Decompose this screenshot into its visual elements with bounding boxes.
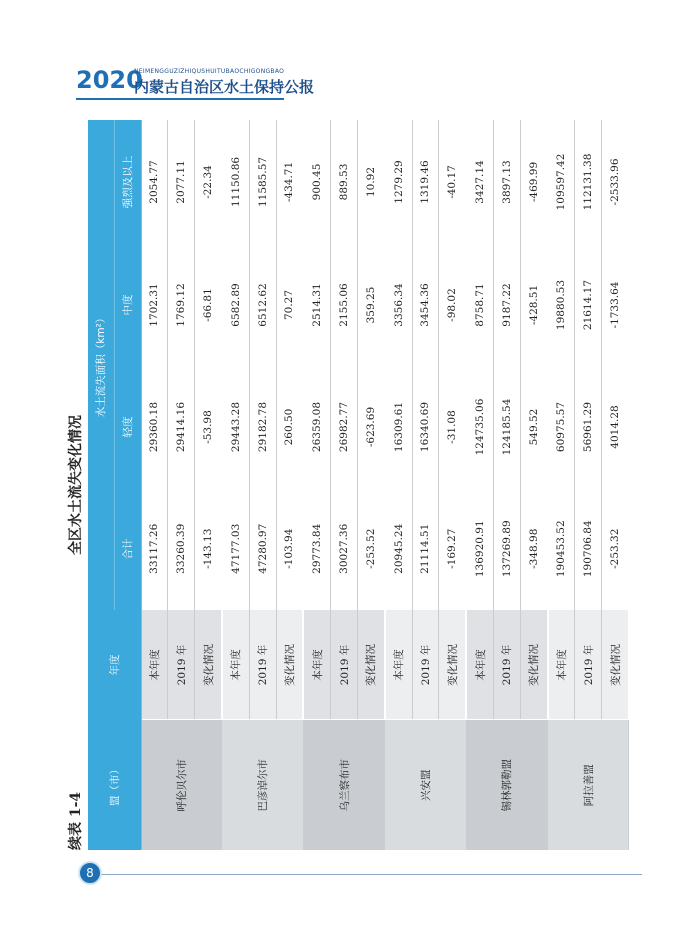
period-cell: 变化情况 [195,610,222,720]
severe-cell: -434.71 [276,120,303,244]
logo-underline [76,98,284,100]
mild-cell: 124735.06 [466,366,493,488]
region-name: 兴安盟 [385,720,466,850]
severe-cell: 10.92 [357,120,384,244]
mild-cell: 260.50 [276,366,303,488]
severe-cell: -469.99 [520,120,547,244]
period-cell: 变化情况 [357,610,384,720]
severe-cell: 1319.46 [412,120,439,244]
severe-cell: 2054.77 [141,120,168,244]
moderate-cell: 70.27 [276,244,303,366]
page-number: 8 [78,861,102,885]
header-row-1 [88,120,114,850]
table-row [548,120,575,850]
severe-cell: 900.45 [303,120,330,244]
mild-cell: 4014.28 [602,366,629,488]
total-cell: 47177.03 [222,488,249,610]
moderate-cell: 21614.17 [575,244,602,366]
table-row [222,120,249,850]
period-cell: 2019 年 [493,610,520,720]
period-cell: 本年度 [385,610,412,720]
mild-cell: -31.08 [439,366,466,488]
moderate-cell: -428.51 [520,244,547,366]
period-cell: 变化情况 [439,610,466,720]
mild-cell: 29414.16 [168,366,195,488]
severe-cell: 11585.57 [249,120,276,244]
moderate-cell: 2514.31 [303,244,330,366]
logo-title: 内蒙古自治区水土保持公报 [134,78,315,96]
table-title: 全区水土流失变化情况 [68,415,84,555]
period-cell: 本年度 [466,610,493,720]
total-cell: 190706.84 [575,488,602,610]
mild-cell: 29360.18 [141,366,168,488]
period-cell: 变化情况 [602,610,629,720]
moderate-cell: 9187.22 [493,244,520,366]
period-cell: 本年度 [303,610,330,720]
moderate-cell: 6582.89 [222,244,249,366]
header-period: 年度 [88,610,141,720]
mild-cell: 16309.61 [385,366,412,488]
severe-cell: 109597.42 [548,120,575,244]
mild-cell: 124185.54 [493,366,520,488]
severe-cell: 1279.29 [385,120,412,244]
header-moderate: 中度 [114,244,141,366]
severe-cell: -40.17 [439,120,466,244]
mild-cell: -623.69 [357,366,384,488]
logo-pinyin: NEIMENGGUZIZHIQUSHUITUBAOCHIGONGBAO [134,68,285,75]
total-cell: -169.27 [439,488,466,610]
mild-cell: 29443.28 [222,366,249,488]
total-cell: 136920.91 [466,488,493,610]
period-cell: 变化情况 [520,610,547,720]
moderate-cell: 359.25 [357,244,384,366]
period-cell: 2019 年 [168,610,195,720]
moderate-cell: 3356.34 [385,244,412,366]
header-erosion-area: 水土流失面积（km²） [88,120,114,610]
table-row [385,120,412,850]
severe-cell: 11150.86 [222,120,249,244]
mild-cell: 56961.29 [575,366,602,488]
period-cell: 本年度 [141,610,168,720]
total-cell: -253.52 [357,488,384,610]
total-cell: 30027.36 [331,488,358,610]
footer-divider [82,874,642,875]
soil-erosion-table [88,120,630,850]
moderate-cell: 6512.62 [249,244,276,366]
mild-cell: 29182.78 [249,366,276,488]
severe-cell: 3897.13 [493,120,520,244]
severe-cell: -22.34 [195,120,222,244]
table-row [466,120,493,850]
total-cell: -143.13 [195,488,222,610]
severe-cell: 3427.14 [466,120,493,244]
period-cell: 2019 年 [331,610,358,720]
rotated-table-area [65,120,620,850]
region-name: 阿拉善盟 [548,720,629,850]
total-cell: 21114.51 [412,488,439,610]
period-cell: 变化情况 [276,610,303,720]
moderate-cell: 19880.53 [548,244,575,366]
total-cell: 20945.24 [385,488,412,610]
region-name: 锡林郭勒盟 [466,720,547,850]
severe-cell: 112131.38 [575,120,602,244]
logo-year: 2020 [76,66,143,94]
header-mild: 轻度 [114,366,141,488]
mild-cell: 26359.08 [303,366,330,488]
moderate-cell: -98.02 [439,244,466,366]
region-name: 乌兰察布市 [303,720,384,850]
header-total: 合计 [114,488,141,610]
moderate-cell: 1769.12 [168,244,195,366]
region-name: 呼伦贝尔市 [141,720,222,850]
severe-cell: 889.53 [331,120,358,244]
moderate-cell: 1702.31 [141,244,168,366]
total-cell: -253.32 [602,488,629,610]
table-row [141,120,168,850]
period-cell: 本年度 [548,610,575,720]
total-cell: 33260.39 [168,488,195,610]
mild-cell: 549.52 [520,366,547,488]
header-region: 盟（市） [88,720,141,850]
severe-cell: -2533.96 [602,120,629,244]
table-number: 续表 1-4 [68,791,84,850]
total-cell: 47280.97 [249,488,276,610]
mild-cell: 60975.57 [548,366,575,488]
mild-cell: -53.98 [195,366,222,488]
severe-cell: 2077.11 [168,120,195,244]
period-cell: 2019 年 [575,610,602,720]
total-cell: -348.98 [520,488,547,610]
period-cell: 本年度 [222,610,249,720]
moderate-cell: -1733.64 [602,244,629,366]
total-cell: 137269.89 [493,488,520,610]
moderate-cell: 2155.06 [331,244,358,366]
header-severe: 强烈及以上 [114,120,141,244]
total-cell: 33117.26 [141,488,168,610]
total-cell: 29773.84 [303,488,330,610]
total-cell: 190453.52 [548,488,575,610]
mild-cell: 16340.69 [412,366,439,488]
table-body [141,120,629,850]
region-name: 巴彦淖尔市 [222,720,303,850]
moderate-cell: 8758.71 [466,244,493,366]
total-cell: -103.94 [276,488,303,610]
period-cell: 2019 年 [249,610,276,720]
mild-cell: 26982.77 [331,366,358,488]
moderate-cell: -66.81 [195,244,222,366]
moderate-cell: 3454.36 [412,244,439,366]
period-cell: 2019 年 [412,610,439,720]
table-row [303,120,330,850]
